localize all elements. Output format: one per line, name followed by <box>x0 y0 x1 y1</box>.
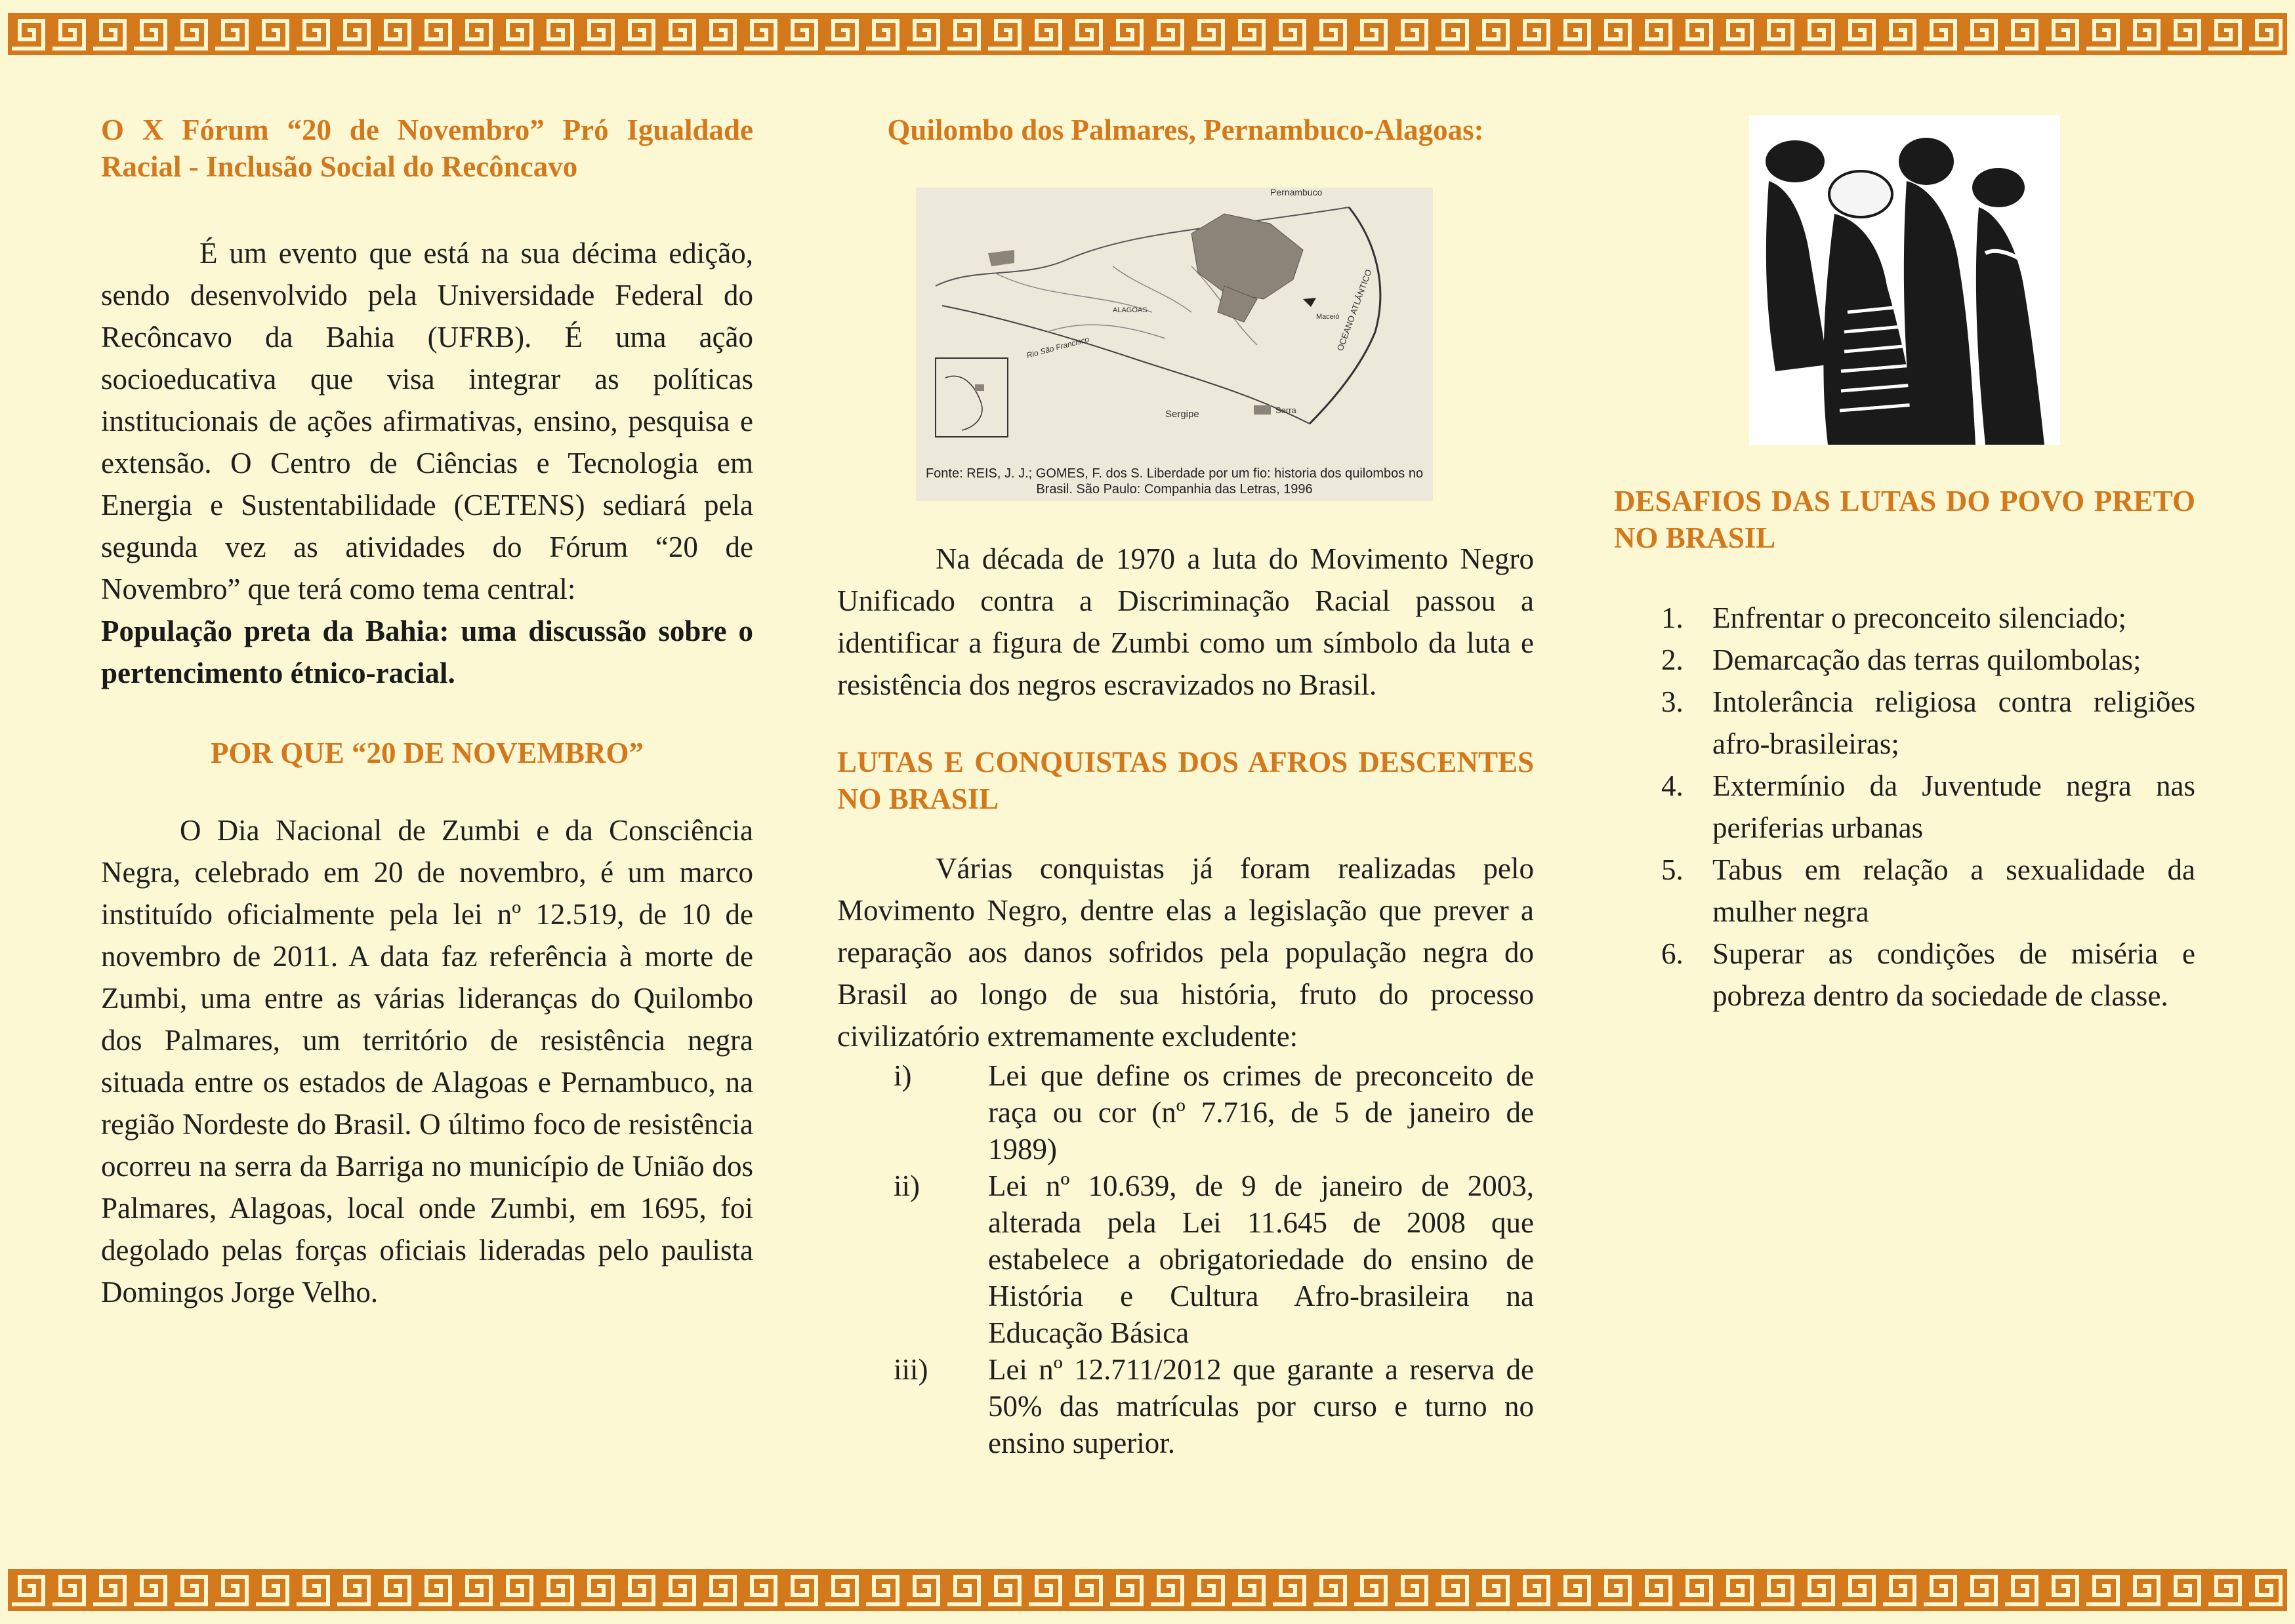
map-label-maceio: Maceió <box>1316 313 1340 321</box>
forum-intro-paragraph: É um evento que está na sua décima edição, sendo desenvolvido pela Universidade Federal do Recôncavo da Bahia (UFRB). É uma ação socioeducativa que visa integrar as políticas institucionais de ações afirmativas, ensino, pesquisa e extensão. O Centro de Ciências e Tecnologia em Energia e Sustentabilidade (CETENS) sediará pela segunda vez as atividades do Fórum “20 de Novembro” que terá como tema central: <box>101 237 753 605</box>
column-middle <box>837 112 1534 148</box>
column-middle-text <box>837 538 1534 1461</box>
law-item: iii) Lei nº 12.711/2012 que garante a reserva de 50% das matrículas por curso e turno no ensino superior. <box>894 1353 1534 1459</box>
forum-title: O X Fórum “20 de Novembro” Pró Igualdade Racial - Inclusão Social do Recôncavo <box>101 113 753 183</box>
lutas-heading: LUTAS E CONQUISTAS DOS AFROS DESCENTES NO BRASIL <box>837 746 1534 815</box>
map-label-oceano: OCEANO ATLÂNTICO <box>1334 268 1374 353</box>
quilombo-map <box>916 188 1433 501</box>
bottom-decorative-border <box>8 1569 2287 1611</box>
lutas-paragraph: Várias conquistas já foram realizadas pelo Movimento Negro, dentre elas a legislação que prever a reparação aos danos sofridos pela população negra do Brasil ao longo de sua história, fruto do processo civilizatório extremamente excludente: <box>837 852 1534 1053</box>
law-item: i) Lei que define os crimes de preconceito de raça ou cor (nº 7.716, de 5 de janeiro de 1989) <box>894 1059 1534 1166</box>
column-right <box>1614 483 2195 1017</box>
map-drawing <box>916 188 1433 450</box>
laws-list <box>837 1057 1534 1461</box>
forum-theme: População preta da Bahia: uma discussão sobre o pertencimento étnico-racial. <box>101 615 753 689</box>
why-heading: POR QUE “20 DE NOVEMBRO” <box>210 737 644 769</box>
map-heading: Quilombo dos Palmares, Pernambuco-Alagoas: <box>887 113 1484 146</box>
map-label-rio: Rio São Francisco <box>1025 334 1090 360</box>
desafio-item: 4. Extermínio da Juventude negra nas periferias urbanas <box>1661 769 2195 844</box>
women-illustration <box>1749 115 2060 445</box>
map-label-alagoas: ALAGOAS <box>1113 306 1148 314</box>
map-label-serra: Serra <box>1275 405 1296 415</box>
map-caption: Fonte: REIS, J. J.; GOMES, F. dos S. Liberdade por um fio: historia dos quilombos no Brasil. São Paulo: Companhia das Letras, 1996 <box>925 466 1424 497</box>
desafio-item: 3. Intolerância religiosa contra religiões afro-brasileiras; <box>1661 685 2195 760</box>
desafio-item: 5. Tabus em relação a sexualidade da mulher negra <box>1661 853 2195 928</box>
desafio-item: 2. Demarcação das terras quilombolas; <box>1661 643 2141 676</box>
desafios-list <box>1614 597 2195 1017</box>
decade-paragraph: Na década de 1970 a luta do Movimento Negro Unificado contra a Discriminação Racial passou a identificar a figura de Zumbi como um símbolo da luta e resistência dos negros escravizados no Brasil. <box>837 542 1534 701</box>
map-label-sergipe: Sergipe <box>1165 409 1199 420</box>
map-label-pernambuco: Pernambuco <box>1270 188 1323 197</box>
desafio-item: 1. Enfrentar o preconceito silenciado; <box>1661 601 2126 634</box>
desafios-heading: DESAFIOS DAS LUTAS DO POVO PRETO NO BRASIL <box>1614 485 2195 554</box>
column-left <box>101 112 753 1313</box>
law-item: ii) Lei nº 10.639, de 9 de janeiro de 2003, alterada pela Lei 11.645 de 2008 que estabelece a obrigatoriedade do ensino de História e Cultura Afro-brasileira na Educação Básica <box>894 1169 1534 1349</box>
why-paragraph: O Dia Nacional de Zumbi e da Consciência Negra, celebrado em 20 de novembro, é um marco instituído oficialmente pela lei nº 12.519, de 10 de novembro de 2011. A data faz referência à morte de Zumbi, uma entre as várias lideranças do Quilombo dos Palmares, um território de resistência negra situada entre os estados de Alagoas e Pernambuco, na região Nordeste do Brasil. O último foco de resistência ocorreu na serra da Barriga no município de União dos Palmares, Alagoas, local onde Zumbi, em 1695, foi degolado pelas forças oficiais lideradas pelo paulista Domingos Jorge Velho. <box>101 814 753 1309</box>
desafio-item: 6. Superar as condições de miséria e pobreza dentro da sociedade de classe. <box>1661 937 2195 1012</box>
top-decorative-border <box>8 13 2287 55</box>
women-silhouette-image <box>1749 115 2060 445</box>
